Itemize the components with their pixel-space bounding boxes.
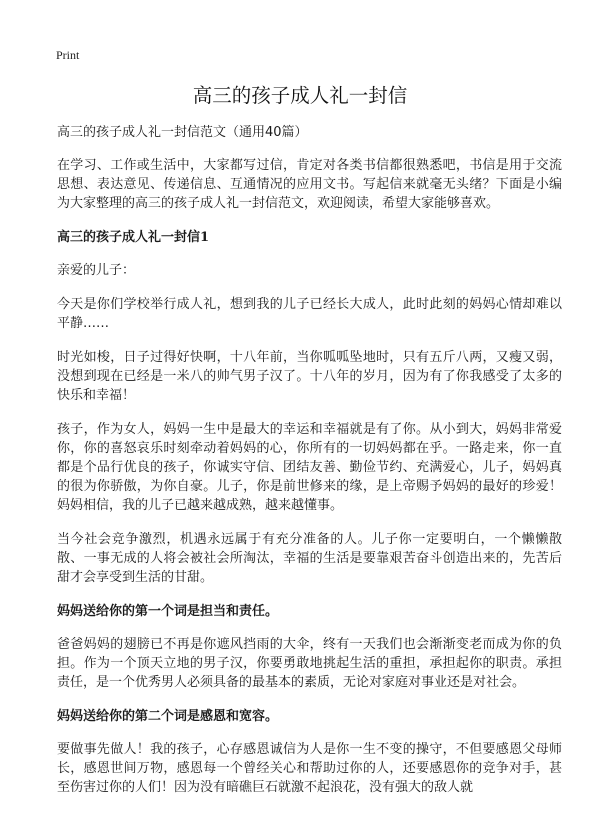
- paragraph-4: 当今社会竞争激烈，机遇永远属于有充分准备的人。儿子你一定要明白，一个懒懒散散、一事无成的人将会被社会所淘汰，幸福的生活是要靠艰苦奋斗创造出来的，先苦后甜才会享受到生活的甘甜。: [57, 532, 562, 585]
- article-body: [57, 124, 562, 812]
- paragraph-2: 时光如梭，日子过得好快啊，十八年前，当你呱呱坠地时，只有五斤八两，又瘦又弱，没想到现在已经是一米八的帅气男子汉了。十八年的岁月，因为有了你我感受了太多的快乐和幸福！: [57, 350, 562, 403]
- section-heading-2: 妈妈送给你的第一个词是担当和责任。: [57, 604, 279, 619]
- section-3-paragraph: 要做事先做人！我的孩子，心存感恩诚信为人是你一生不变的操守，不但要感恩父母师长，感恩世间万物，感恩每一个曾经关心和帮助过你的人，还要感恩你的竞争对手，甚至伤害过你的人们！因为没有暗礁巨石就激不起浪花，没有强大的敌人就: [57, 742, 562, 795]
- paragraph-1: 今天是你们学校举行成人礼，想到我的儿子已经长大成人，此时此刻的妈妈心情却难以平静……: [57, 297, 562, 331]
- paragraph-3: 孩子，作为女人，妈妈一生中是最大的幸运和幸福就是有了你。从小到大，妈妈非常爱你，你的喜怒哀乐时刻牵动着妈妈的心，你所有的一切妈妈都在乎。一路走来，你一直都是个品行优良的孩子，你诚实守信、团结友善、勤俭节约、充满爱心，儿子，妈妈真的很为你骄傲，为你自豪。儿子，你是前世修来的缘，是上帝赐予妈妈的最好的珍爱！妈妈相信，我的儿子已越来越成熟，越来越懂事。: [57, 422, 562, 513]
- intro-paragraph: 在学习、工作或生活中，大家都写过信，肯定对各类书信都很熟悉吧，书信是用于交流思想、表达意见、传递信息、互通情况的应用文书。写起信来就毫无头绪？下面是小编为大家整理的高三的孩子成人礼一封信范文，欢迎阅读，希望大家能够喜欢。: [57, 158, 562, 211]
- section-heading-1: 高三的孩子成人礼一封信1: [57, 230, 210, 245]
- section-2-paragraph: 爸爸妈妈的翅膀已不再是你遮风挡雨的大伞，终有一天我们也会渐渐变老而成为你的负担。作为一个顶天立地的男子汉，你要勇敢地挑起生活的重担，承担起你的职责。承担责任，是一个优秀男人必须具备的最基本的素质，无论对家庭对事业还是对社会。: [57, 637, 562, 690]
- print-link[interactable]: Print: [56, 48, 80, 62]
- page-title: 高三的孩子成人礼一封信: [192, 84, 408, 107]
- article-subtitle: 高三的孩子成人礼一封信范文（通用40篇）: [57, 125, 308, 140]
- salutation: 亲爱的儿子：: [57, 263, 136, 278]
- section-heading-3: 妈妈送给你的第二个词是感恩和宽容。: [57, 709, 279, 724]
